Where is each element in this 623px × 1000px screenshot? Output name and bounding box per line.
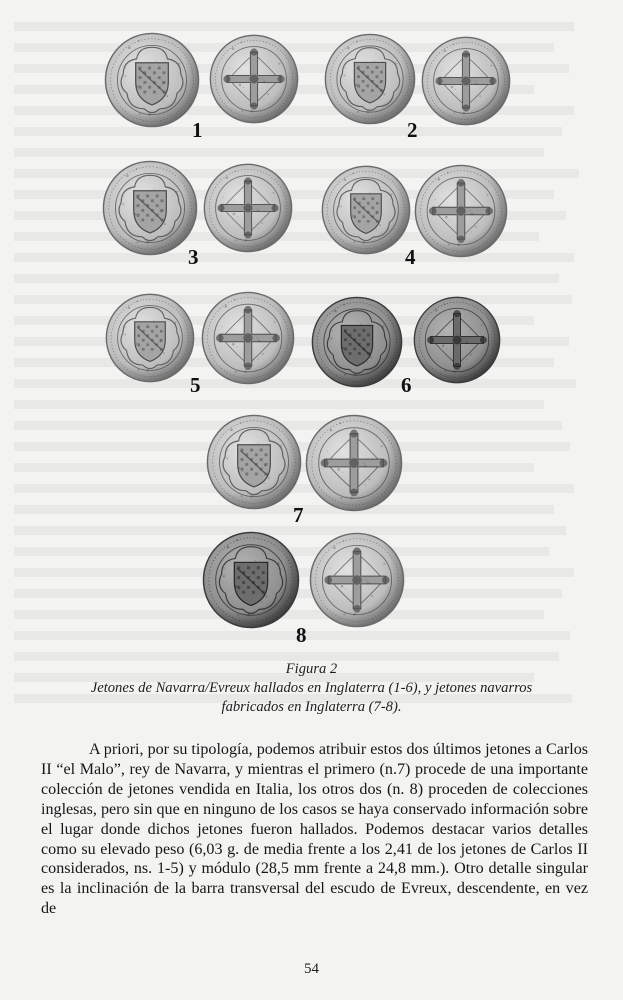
coin-cross-image xyxy=(201,291,295,385)
coin-cross-image xyxy=(307,532,407,628)
coin-6-number: 6 xyxy=(401,373,412,397)
coin-2-obverse xyxy=(324,32,416,126)
coin-shield-image xyxy=(102,160,198,256)
coin-5-reverse xyxy=(201,291,295,385)
bleed-line xyxy=(14,148,544,157)
bleed-line xyxy=(14,631,570,640)
bleed-line xyxy=(14,400,544,409)
coin-1-number: 1 xyxy=(192,118,203,142)
coin-shield-image xyxy=(102,293,198,383)
coin-cross-image xyxy=(203,162,293,254)
page-number: 54 xyxy=(304,961,319,977)
figure-caption-line-2: fabricados en Inglaterra (7-8). xyxy=(221,699,402,715)
coin-3-obverse xyxy=(102,160,198,256)
coin-cross-image xyxy=(414,164,508,258)
coin-4-obverse xyxy=(321,165,411,255)
coin-cross-image xyxy=(303,414,405,512)
coin-1-obverse xyxy=(104,32,200,128)
coin-7-obverse xyxy=(206,413,302,511)
bleed-line xyxy=(14,22,574,31)
coin-shield-image xyxy=(311,296,403,388)
coin-5-obverse xyxy=(102,293,198,383)
coin-8-reverse xyxy=(307,532,407,628)
coin-6-reverse xyxy=(411,296,503,384)
coin-shield-image xyxy=(324,32,416,126)
body-text xyxy=(41,740,588,919)
coin-shield-image xyxy=(321,165,411,255)
coin-shield-image xyxy=(202,531,300,629)
coin-cross-image xyxy=(411,296,503,384)
coin-2-number: 2 xyxy=(407,118,418,142)
coin-4-number: 4 xyxy=(405,245,416,269)
coin-5-number: 5 xyxy=(190,373,201,397)
coin-cross-image xyxy=(209,34,299,124)
coin-shield-image xyxy=(104,32,200,128)
bleed-line xyxy=(14,127,562,136)
coin-1-reverse xyxy=(209,34,299,124)
coin-6-obverse xyxy=(311,296,403,388)
coin-8-number: 8 xyxy=(296,623,307,647)
coin-2-reverse xyxy=(420,36,512,126)
coin-7-number: 7 xyxy=(293,503,304,527)
coin-4-reverse xyxy=(414,164,508,258)
coin-3-number: 3 xyxy=(188,245,199,269)
figure-title: Figura 2 xyxy=(285,661,338,677)
body-paragraph: A priori, por su tipología, podemos atribuir estos dos últimos jetones a Carlos II “el Malo”, rey de Navarra, y mientras el primero (n.7) procede de una importante colección de jetones vendida en Italia, los otros dos (n. 8) proceden de colecciones inglesas, pero sin que en ninguno de los casos se haya conservado información sobre el lugar donde dichos jetones fueron hallados. Podemos destacar varios detalles como su elevado peso (6,03 g. de media frente a los 2,41 de los jetones de Carlos II considerados, ns. 1-5) y módulo (28,5 mm frente a 24,8 mm.). Otro detalle singular es la inclinación de la barra transversal del escudo de Evreux, descendente, en vez de xyxy=(41,741,588,918)
figure-caption-line-1: Jetones de Navarra/Evreux hallados en Inglaterra (1-6), y jetones navarros xyxy=(90,680,533,696)
coin-cross-image xyxy=(420,36,512,126)
coin-shield-image xyxy=(206,413,302,511)
bleed-line xyxy=(14,274,559,283)
coin-8-obverse xyxy=(202,531,300,629)
coin-3-reverse xyxy=(203,162,293,254)
coin-7-reverse xyxy=(303,414,405,512)
